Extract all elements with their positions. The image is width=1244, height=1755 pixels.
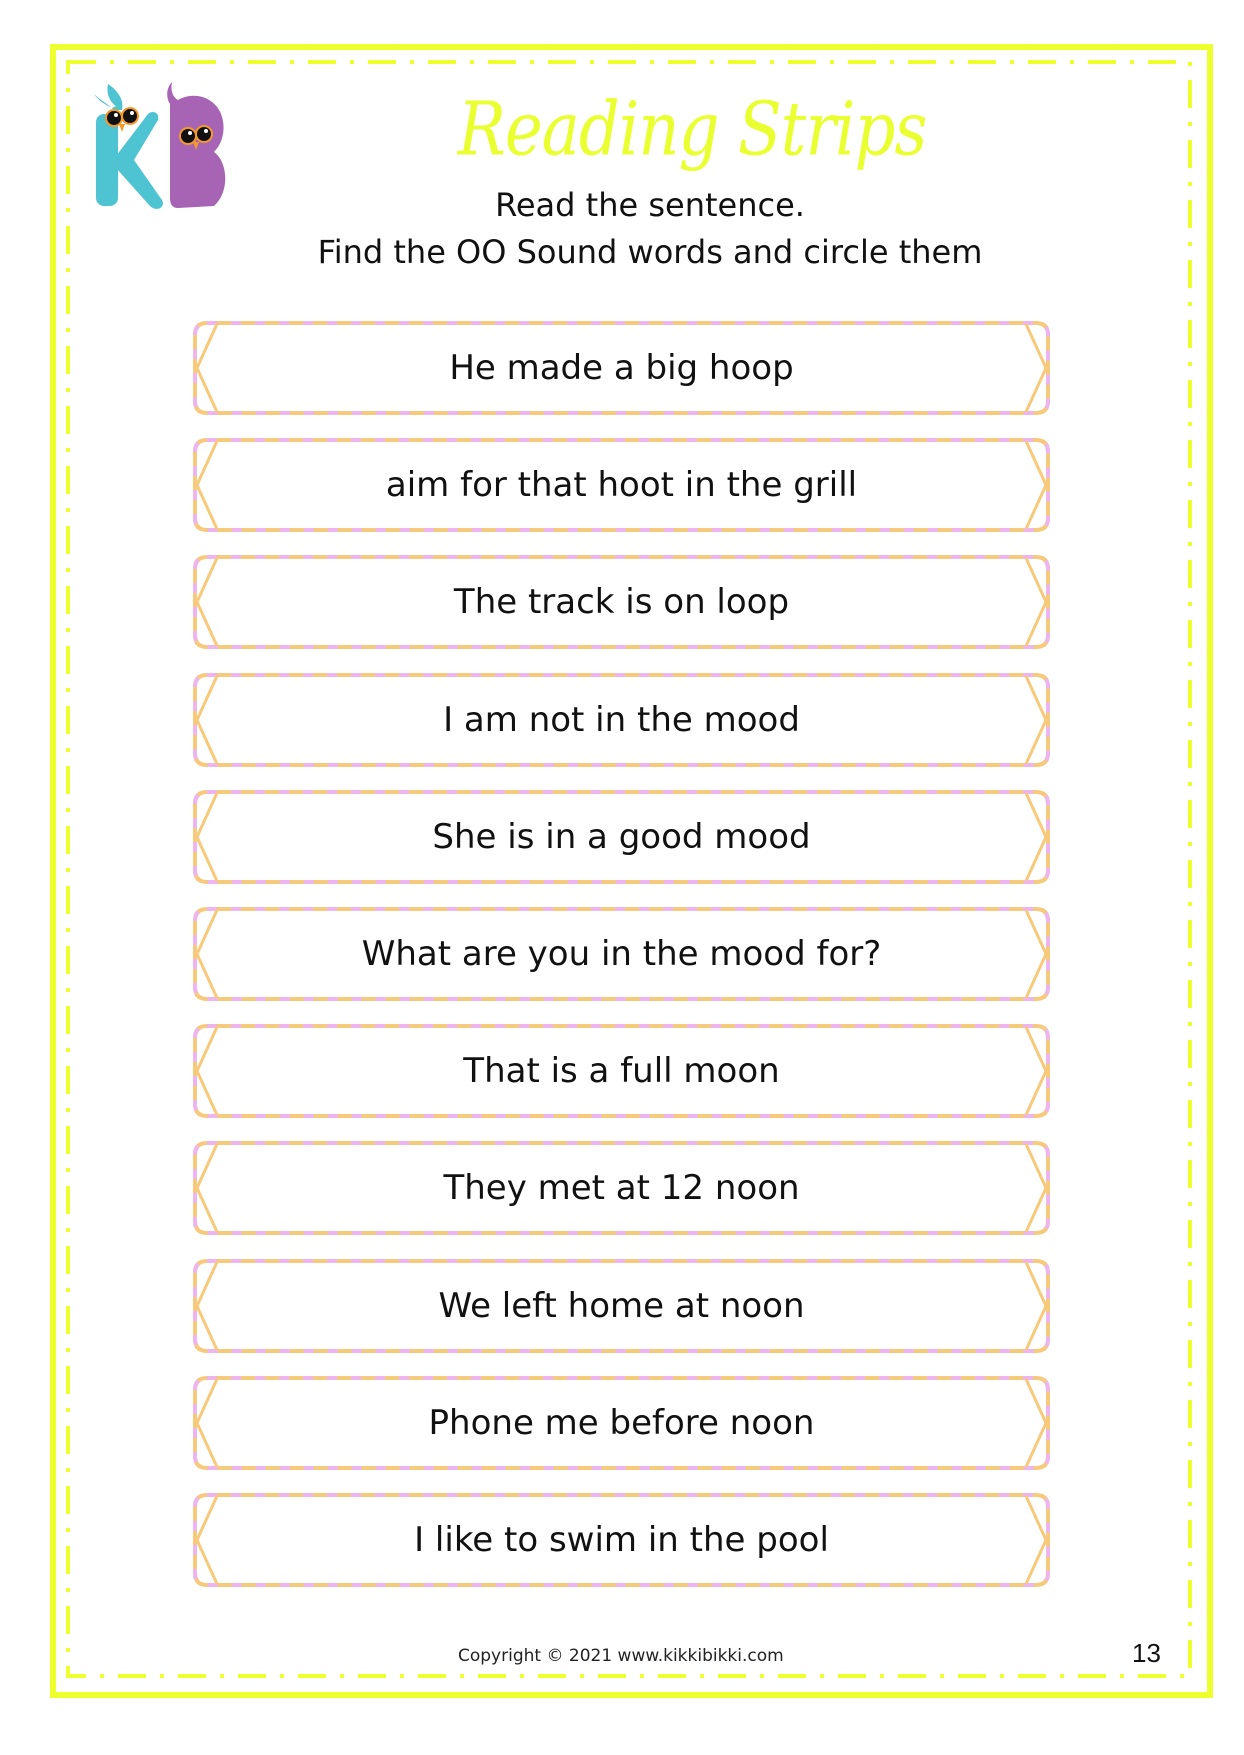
page-title-text: Reading Strips — [457, 88, 927, 174]
page-title — [0, 88, 1244, 173]
strip-sentence: That is a full moon — [463, 1051, 780, 1092]
strip-sentence: We left home at noon — [438, 1285, 805, 1326]
reading-strip — [193, 1141, 1050, 1235]
copyright-text: Copyright © 2021 www.kikkibikki.com — [458, 1646, 784, 1666]
instruction-line-2: Find the OO Sound words and circle them — [317, 233, 983, 271]
reading-strip — [193, 673, 1050, 767]
reading-strip — [193, 790, 1050, 884]
instruction-line-1: Read the sentence. — [495, 186, 805, 224]
strip-sentence: I am not in the mood — [443, 699, 800, 740]
strip-sentence: Phone me before noon — [428, 1402, 815, 1443]
reading-strip — [193, 907, 1050, 1001]
strip-sentence: He made a big hoop — [449, 348, 794, 388]
reading-strip — [193, 555, 1050, 649]
strip-sentence: She is in a good mood — [432, 816, 811, 857]
strip-sentence: aim for that hoot in the grill — [385, 465, 858, 506]
reading-strip — [193, 1376, 1050, 1470]
reading-strip — [193, 1259, 1050, 1353]
strip-sentence: They met at 12 noon — [443, 1168, 800, 1209]
strip-sentence: I like to swim in the pool — [414, 1520, 829, 1560]
reading-strip — [193, 321, 1050, 415]
strip-sentence: What are you in the mood for? — [361, 934, 882, 974]
reading-strip — [193, 1493, 1050, 1587]
strip-sentence: The track is on loop — [453, 582, 790, 623]
page-number: 13 — [1132, 1638, 1161, 1668]
reading-strip — [193, 438, 1050, 532]
reading-strip — [193, 1024, 1050, 1118]
